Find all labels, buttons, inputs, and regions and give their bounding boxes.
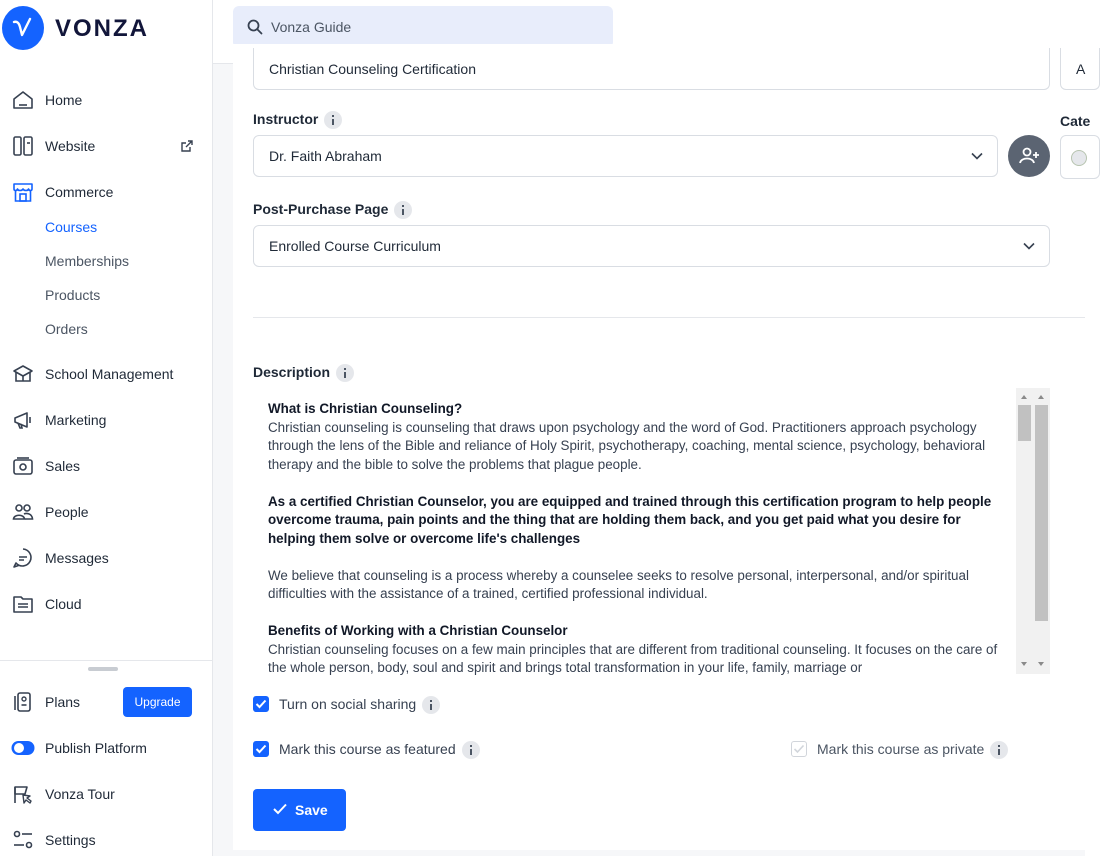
save-button-label: Save (295, 802, 328, 818)
sidebar-item-cloud[interactable] (0, 586, 212, 622)
description-editor[interactable] (253, 389, 1016, 674)
info-icon[interactable] (394, 201, 412, 219)
section-divider (253, 317, 1085, 318)
post-purchase-label (253, 201, 412, 219)
post-purchase-label-text: Post-Purchase Page (253, 201, 389, 217)
private-checkbox[interactable] (791, 741, 807, 757)
add-user-icon (1018, 145, 1040, 167)
info-icon[interactable] (990, 741, 1008, 759)
social-sharing-label (279, 696, 440, 714)
description-heading: What is Christian Counseling? (268, 401, 463, 416)
add-instructor-button[interactable] (1008, 135, 1050, 177)
sidebar-item-label: Commerce (45, 184, 114, 200)
featured-checkbox[interactable] (253, 741, 269, 757)
home-icon (12, 89, 34, 111)
sidebar-item-label: People (45, 504, 89, 520)
sidebar-item-school-management[interactable] (0, 356, 212, 392)
chevron-down-icon (971, 152, 983, 160)
sidebar-item-commerce[interactable] (0, 174, 212, 210)
save-button[interactable] (253, 789, 346, 831)
description-paragraph: We believe that counseling is a process whereby a counselee seeks to resolve personal, interpersonal, and/or spiritual difficulties with the assistance of a trained, certified professional individual. (268, 567, 969, 601)
sidebar-item-label: Home (45, 92, 83, 108)
instructor-select[interactable] (253, 135, 998, 177)
sidebar-subitem-courses[interactable]: Courses (45, 219, 98, 235)
school-icon (12, 363, 34, 385)
check-icon (273, 803, 287, 815)
description-heading: Benefits of Working with a Christian Counselor (268, 623, 568, 638)
sidebar-item-marketing[interactable] (0, 402, 212, 438)
chat-icon (12, 547, 34, 569)
search-icon (247, 19, 263, 35)
cash-register-icon (12, 455, 34, 477)
post-purchase-select[interactable] (253, 225, 1050, 267)
featured-label-text: Mark this course as featured (279, 741, 456, 757)
check-icon (255, 744, 267, 754)
info-icon[interactable] (324, 111, 342, 129)
brand-name: VONZA (55, 15, 149, 42)
drag-handle[interactable] (88, 667, 118, 671)
post-purchase-value: Enrolled Course Curriculum (269, 238, 441, 254)
search-box[interactable] (233, 6, 613, 48)
sidebar-item-label: Sales (45, 458, 81, 474)
toggle-icon[interactable] (12, 737, 34, 759)
sidebar-item-label: Messages (45, 550, 109, 566)
website-icon (12, 135, 34, 157)
description-content (268, 400, 998, 678)
sidebar-subitem-products[interactable]: Products (45, 287, 101, 303)
sidebar-item-label: Marketing (45, 412, 107, 428)
instructor-value: Dr. Faith Abraham (269, 148, 382, 164)
sidebar-item-messages[interactable] (0, 540, 212, 576)
sidebar-item-website[interactable] (0, 128, 212, 164)
scrollbar-graphic (1016, 388, 1050, 674)
description-paragraph: Christian counseling focuses on a few main principles that are different from traditional counseling. It focuses on the care of the whole person, body, soul and spirit and brings total transformation in your life, family, marriage or (268, 641, 998, 675)
social-sharing-label-text: Turn on social sharing (279, 696, 417, 712)
sidebar-subitem-memberships[interactable]: Memberships (45, 253, 130, 269)
description-label (253, 364, 354, 382)
sidebar-item-label: Vonza Tour (45, 786, 115, 802)
info-icon[interactable] (422, 696, 440, 714)
category-label-partial: Cate (1060, 113, 1091, 129)
scrollbar[interactable] (1016, 388, 1050, 674)
sidebar-item-label: School Management (45, 366, 174, 382)
sidebar-item-sales[interactable] (0, 448, 212, 484)
external-link-icon[interactable] (180, 139, 194, 153)
settings-sliders-icon (12, 829, 34, 851)
sidebar-item-label: Cloud (45, 596, 82, 612)
sidebar-item-label: Settings (45, 832, 96, 848)
social-sharing-checkbox[interactable] (253, 696, 269, 712)
search-input[interactable] (271, 6, 601, 48)
description-label-text: Description (253, 364, 331, 380)
description-bold-paragraph: As a certified Christian Counselor, you are equipped and trained through this certification program to help people overcome trauma, pain points and the thing that are holding them back, and you get paid what you desire for helping them solve or overcome life's challenges (268, 493, 992, 546)
course-title-field[interactable] (253, 48, 1050, 90)
sidebar-divider (0, 660, 212, 661)
info-icon[interactable] (336, 364, 354, 382)
sidebar-item-people[interactable] (0, 494, 212, 530)
people-icon (12, 501, 34, 523)
right-partial-field[interactable] (1060, 48, 1100, 90)
course-title-value: Christian Counseling Certification (269, 60, 476, 77)
upgrade-button[interactable]: Upgrade (123, 687, 192, 717)
vonza-logo-icon (2, 6, 44, 50)
right-partial-value: A (1076, 60, 1086, 77)
sidebar-item-settings[interactable] (0, 822, 212, 858)
featured-label (279, 741, 480, 759)
sidebar (0, 0, 213, 856)
private-label (817, 741, 1008, 759)
private-label-text: Mark this course as private (817, 741, 985, 757)
instructor-label-text: Instructor (253, 111, 319, 127)
chevron-down-icon (1023, 242, 1035, 250)
tour-icon (12, 783, 34, 805)
plans-icon (12, 691, 34, 713)
sidebar-item-home[interactable] (0, 82, 212, 118)
storefront-icon (12, 181, 34, 203)
folder-icon (12, 593, 34, 615)
sidebar-item-vonza-tour[interactable] (0, 776, 212, 812)
sidebar-item-label: Website (45, 138, 96, 154)
sidebar-item-publish-platform[interactable] (0, 730, 212, 766)
sidebar-item-label: Publish Platform (45, 740, 147, 756)
sidebar-item-label: Plans (45, 694, 81, 710)
megaphone-icon (12, 409, 34, 431)
sidebar-subitem-orders[interactable]: Orders (45, 321, 88, 337)
info-icon[interactable] (462, 741, 480, 759)
category-select-partial[interactable] (1060, 135, 1100, 179)
description-paragraph: Christian counseling is counseling that draws upon psychology and the word of God. Practitioners approach psychology through the lens of the Bible and reliance of Holy Spirit, psychotherapy, coaching, mental science, psychology, behavioral therapy and the bible to solve the problems that plague people. (268, 419, 986, 472)
check-icon (255, 699, 267, 709)
check-icon (793, 744, 805, 754)
category-color-icon (1071, 150, 1087, 166)
instructor-label (253, 111, 342, 129)
